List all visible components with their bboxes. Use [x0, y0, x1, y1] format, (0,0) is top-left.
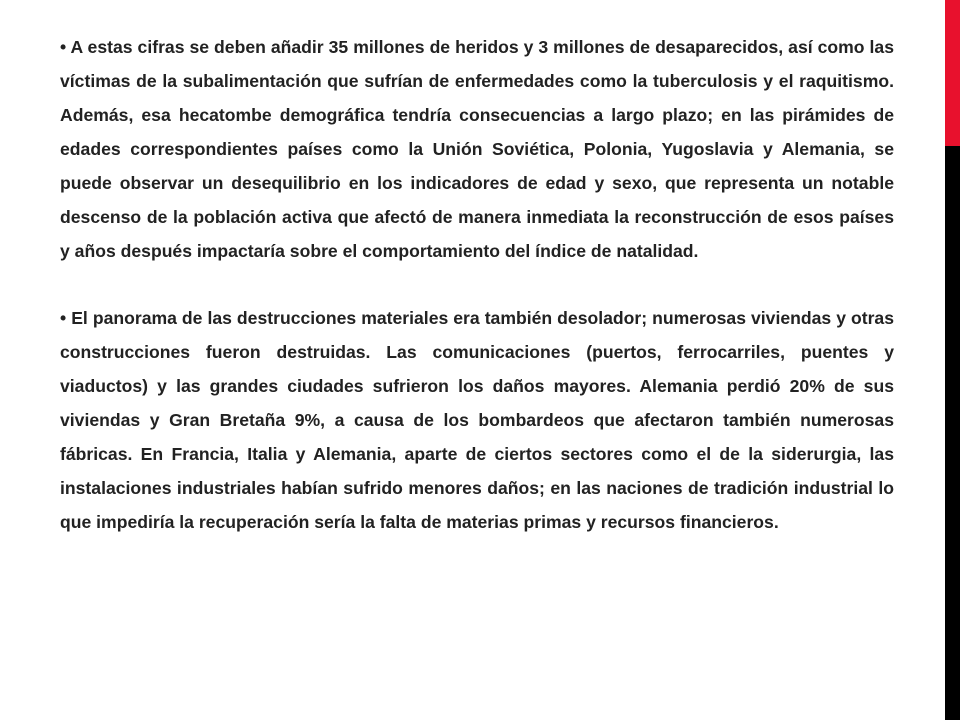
paragraph-text: El panorama de las destrucciones materiales era también desolador; numerosas viviendas y otras construcciones fueron destruidas. Las comunicaciones (puertos, ferrocarriles, puentes y viaductos) y las grandes ciudades sufrieron los daños mayores. Alemania perdió 20% de sus viviendas y Gran Bretaña 9%, a causa de los bombardeos que afectaron también numerosas fábricas. En Francia, Italia y Alemania, aparte de ciertos sectores como el de la siderurgia, las instalaciones industriales habían sufrido menores daños; en las naciones de tradición industrial lo que impediría la recuperación sería la falta de materias primas y recursos financieros.	[60, 308, 895, 532]
bullet-paragraph-1	[60, 30, 894, 268]
slide-body	[60, 30, 894, 539]
bullet-marker: •	[60, 37, 67, 57]
bullet-marker: •	[60, 308, 67, 328]
paragraph-text: A estas cifras se deben añadir 35 millones de heridos y 3 millones de desaparecidos, así como las víctimas de la subalimentación que sufrían de enfermedades como la tuberculosis y el raquitismo. Además, esa hecatombe demográfica tendría consecuencias a largo plazo; en las pirámides de edades correspondientes países como la Unión Soviética, Polonia, Yugoslavia y Alemania, se puede observar un desequilibrio en los indicadores de edad y sexo, que representa un notable descenso de la población activa que afectó de manera inmediata la reconstrucción de esos países y años después impactaría sobre el comportamiento del índice de natalidad.	[60, 37, 894, 261]
side-bar-red-segment	[945, 0, 960, 146]
side-bar-black-segment	[945, 146, 960, 720]
decorative-side-bar	[945, 0, 960, 720]
bullet-paragraph-2	[60, 301, 894, 539]
